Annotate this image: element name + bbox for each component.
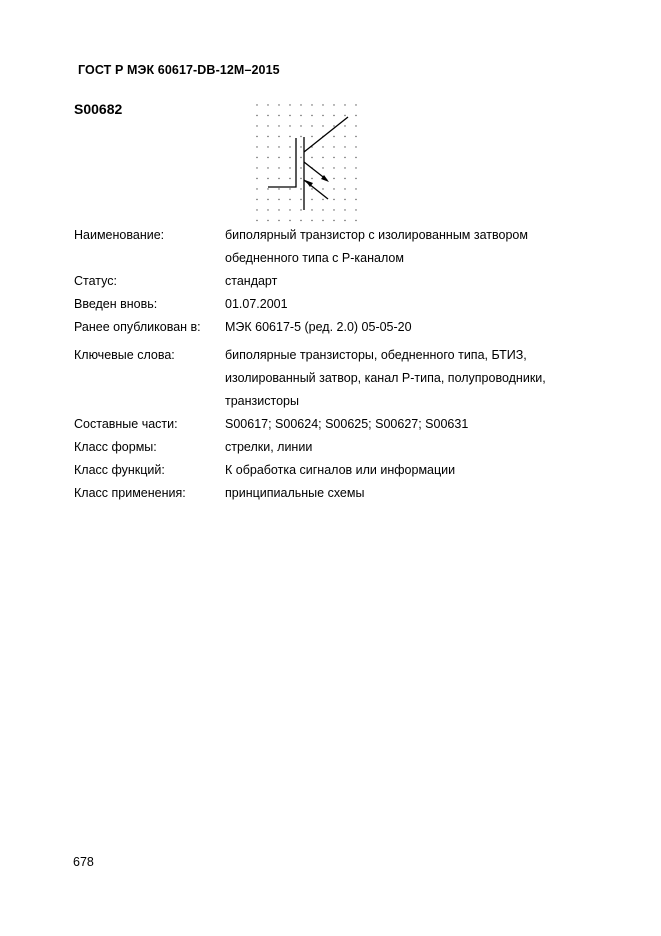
grid-dot — [267, 157, 268, 158]
grid-dot — [267, 146, 268, 147]
grid-dot — [322, 188, 323, 189]
grid-dot — [289, 104, 290, 105]
property-row — [74, 224, 594, 270]
property-row — [74, 436, 594, 459]
grid-dot — [355, 220, 356, 221]
property-value-line: транзисторы — [225, 394, 299, 408]
property-value-line: изолированный затвор, канал P-типа, полупроводники, — [225, 371, 546, 385]
grid-dot — [300, 167, 301, 168]
grid-dot — [333, 115, 334, 116]
property-label: Статус: — [74, 274, 117, 288]
transistor-symbol-icon — [268, 117, 348, 210]
grid-dot — [256, 188, 257, 189]
property-value-line: принципиальные схемы — [225, 486, 365, 500]
grid-dot — [333, 220, 334, 221]
grid-dot — [355, 209, 356, 210]
grid-dot — [300, 146, 301, 147]
grid-dot — [278, 157, 279, 158]
property-label: Ранее опубликован в: — [74, 320, 201, 334]
property-label: Класс формы: — [74, 440, 157, 454]
grid-dot — [278, 146, 279, 147]
grid-dot — [322, 115, 323, 116]
grid-dot — [300, 188, 301, 189]
property-label: Класс применения: — [74, 486, 186, 500]
property-value — [225, 293, 594, 316]
grid-dot — [311, 104, 312, 105]
grid-dot — [355, 157, 356, 158]
grid-dot — [267, 167, 268, 168]
property-row — [74, 482, 594, 505]
grid-dot — [322, 209, 323, 210]
grid-dot — [311, 199, 312, 200]
grid-dot — [333, 167, 334, 168]
grid-dot — [278, 167, 279, 168]
grid-dot — [289, 146, 290, 147]
grid-dot — [267, 125, 268, 126]
grid-dot — [289, 220, 290, 221]
symbol-code: S00682 — [74, 101, 123, 117]
grid-dot — [322, 157, 323, 158]
grid-dot — [344, 115, 345, 116]
grid-dot — [289, 209, 290, 210]
grid-dot — [311, 136, 312, 137]
grid-dot — [311, 220, 312, 221]
grid-dot — [278, 209, 279, 210]
grid-dot — [300, 125, 301, 126]
grid-dot — [311, 209, 312, 210]
grid-dot — [267, 178, 268, 179]
grid-dot — [267, 136, 268, 137]
grid-dot — [344, 136, 345, 137]
arrow-icons — [305, 175, 329, 187]
grid-dot — [344, 104, 345, 105]
grid-dot — [256, 115, 257, 116]
property-value — [225, 413, 594, 436]
grid-dot — [311, 125, 312, 126]
grid-dot — [333, 178, 334, 179]
property-value-line: стрелки, линии — [225, 440, 313, 454]
grid-dot — [322, 220, 323, 221]
grid-dot — [344, 220, 345, 221]
grid-dot — [344, 125, 345, 126]
property-value-line: биполярный транзистор с изолированным затвором — [225, 228, 528, 242]
grid-dot — [256, 146, 257, 147]
grid-dot — [355, 167, 356, 168]
grid-dot — [344, 209, 345, 210]
property-value — [225, 344, 594, 413]
grid-dot — [311, 188, 312, 189]
grid-dot — [278, 125, 279, 126]
grid-dot — [322, 104, 323, 105]
property-value — [225, 270, 594, 293]
grid-dot — [278, 115, 279, 116]
grid-dot — [256, 178, 257, 179]
grid-dot — [289, 157, 290, 158]
grid-dot — [289, 167, 290, 168]
grid-dot — [322, 167, 323, 168]
property-row — [74, 293, 594, 316]
grid-dot — [322, 146, 323, 147]
property-value-line: биполярные транзисторы, обедненного типа, БТИЗ, — [225, 348, 527, 362]
grid-dot — [311, 157, 312, 158]
property-value — [225, 482, 594, 505]
grid-dot — [278, 178, 279, 179]
transistor-symbol-figure — [253, 100, 363, 225]
grid-dot — [278, 136, 279, 137]
grid-dot — [333, 199, 334, 200]
property-row — [74, 344, 594, 413]
grid-dot — [344, 157, 345, 158]
document-header: ГОСТ Р МЭК 60617-DB-12M–2015 — [78, 63, 280, 77]
property-value-line: К обработка сигналов или информации — [225, 463, 456, 477]
grid-dot — [289, 125, 290, 126]
grid-dot — [355, 146, 356, 147]
property-value — [225, 224, 594, 270]
grid-dot — [344, 199, 345, 200]
grid-dot — [355, 178, 356, 179]
grid-dot — [355, 136, 356, 137]
grid-dot — [322, 125, 323, 126]
grid-dot — [256, 157, 257, 158]
grid-dot — [333, 104, 334, 105]
grid-dot — [267, 199, 268, 200]
property-value — [225, 459, 594, 482]
grid-dot — [289, 178, 290, 179]
grid-dot — [300, 220, 301, 221]
grid-dot — [322, 199, 323, 200]
grid-dot — [256, 199, 257, 200]
property-label: Наименование: — [74, 228, 165, 242]
grid-dot — [267, 104, 268, 105]
grid-dot — [311, 115, 312, 116]
grid-dot — [333, 136, 334, 137]
grid-dot — [278, 188, 279, 189]
grid-dot — [256, 125, 257, 126]
grid-dot — [267, 220, 268, 221]
property-row — [74, 459, 594, 482]
property-value-line: МЭК 60617-5 (ред. 2.0) 05-05-20 — [225, 320, 412, 334]
property-row — [74, 413, 594, 436]
property-value-line: обедненного типа с P-каналом — [225, 251, 404, 265]
grid-dot — [333, 188, 334, 189]
grid-dot — [289, 136, 290, 137]
grid-dot — [355, 125, 356, 126]
grid-dot — [300, 115, 301, 116]
property-row — [74, 270, 594, 293]
grid-dot — [278, 220, 279, 221]
property-label: Составные части: — [74, 417, 178, 431]
grid-dot — [300, 178, 301, 179]
grid-dot — [256, 136, 257, 137]
grid-dot — [289, 199, 290, 200]
grid-dot — [289, 188, 290, 189]
grid-dot — [278, 104, 279, 105]
grid-dot — [311, 178, 312, 179]
property-value — [225, 436, 594, 459]
grid-dot — [278, 199, 279, 200]
grid-dot — [344, 146, 345, 147]
grid-dot — [256, 209, 257, 210]
grid-dot — [355, 115, 356, 116]
grid-dot — [256, 220, 257, 221]
grid-dot — [289, 115, 290, 116]
grid-dot — [256, 167, 257, 168]
grid-dot — [333, 125, 334, 126]
grid-dot — [256, 104, 257, 105]
grid-dot — [355, 188, 356, 189]
grid-dot — [344, 167, 345, 168]
grid-dot — [300, 136, 301, 137]
grid-dot — [355, 199, 356, 200]
grid-dot — [267, 188, 268, 189]
grid-dot — [333, 157, 334, 158]
property-value-line: S00617; S00624; S00625; S00627; S00631 — [225, 417, 469, 431]
property-label: Введен вновь: — [74, 297, 158, 311]
property-label: Ключевые слова: — [74, 348, 175, 362]
property-value-line: стандарт — [225, 274, 278, 288]
grid-dot — [300, 157, 301, 158]
property-label: Класс функций: — [74, 463, 165, 477]
grid-dot — [300, 209, 301, 210]
grid-dot — [344, 178, 345, 179]
property-row — [74, 316, 594, 339]
page-number: 678 — [73, 855, 94, 869]
grid-dot — [267, 209, 268, 210]
grid-dot — [300, 104, 301, 105]
grid-dot — [333, 146, 334, 147]
grid-dot — [333, 209, 334, 210]
grid-dot — [267, 115, 268, 116]
property-value — [225, 316, 594, 339]
grid-dot — [344, 188, 345, 189]
property-value-line: 01.07.2001 — [225, 297, 288, 311]
grid-dot — [300, 199, 301, 200]
properties-table — [74, 224, 594, 505]
grid-dot — [355, 104, 356, 105]
